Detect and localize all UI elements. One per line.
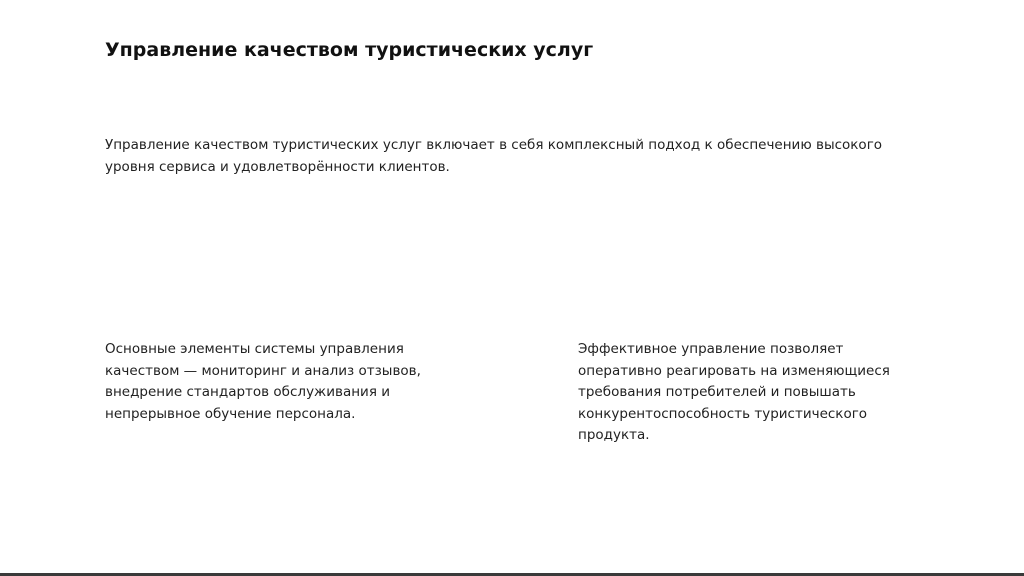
right-column-text: Эффективное управление позволяет оперативно реагировать на изменяющиеся требования потребителей и повышать конкурентоспособность туристического продукта. (578, 341, 890, 443)
left-column-text: Основные элементы системы управления качеством — мониторинг и анализ отзывов, внедрение стандартов обслуживания и непрерывное обучение персонала. (105, 341, 421, 422)
intro-paragraph: Управление качеством туристических услуг включает в себя комплексный подход к обеспечению высокого уровня сервиса и удовлетворённости клиентов. (105, 137, 883, 175)
slide-title: Управление качеством туристических услуг (105, 39, 594, 61)
